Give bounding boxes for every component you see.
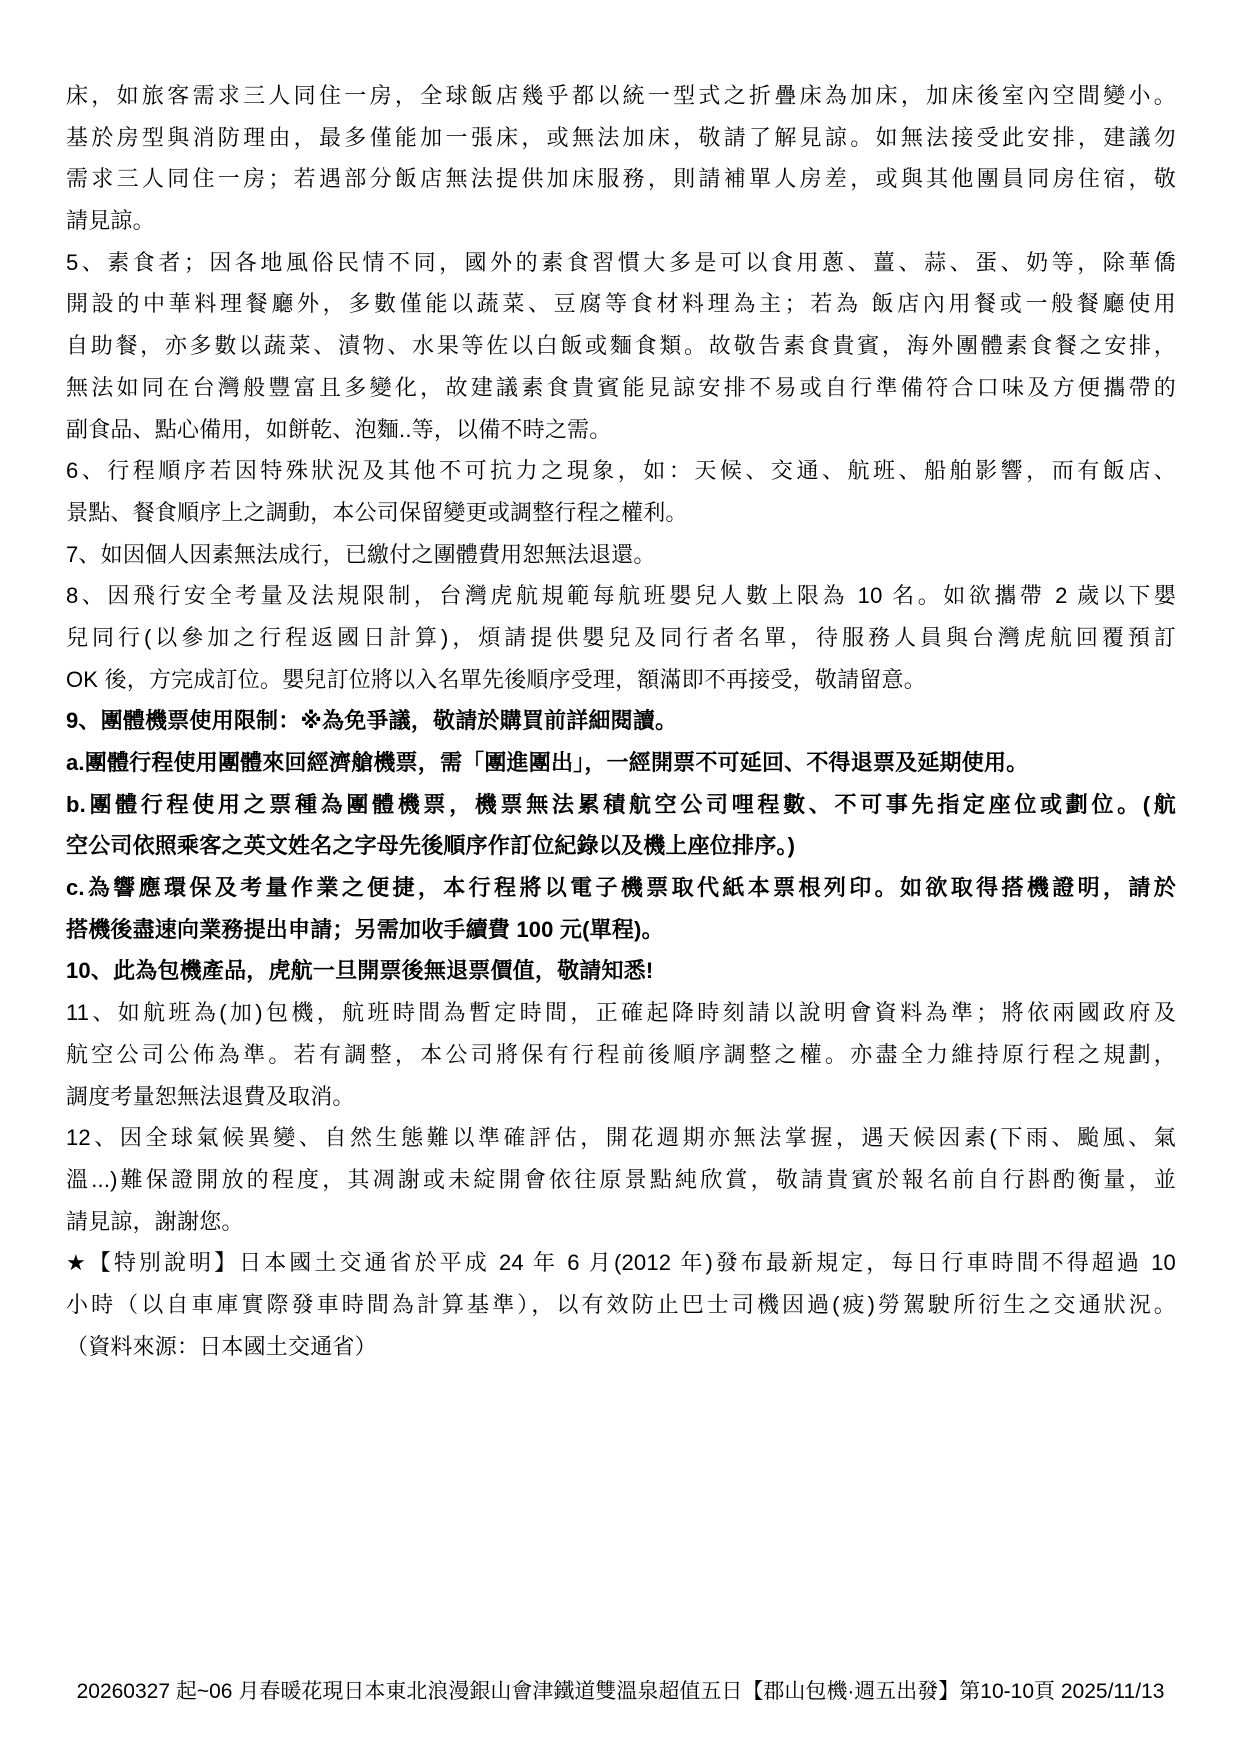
para-9b-ticket-type [66, 784, 1176, 867]
text-line: 12、因全球氣候異變、自然生態難以準確評估，開花週期亦無法掌握，遇天候因素(下雨、颱風、氣 [66, 1125, 1176, 1151]
para-7-no-refund [66, 534, 1176, 576]
text-line: 小時（以自車庫實際發車時間為計算基準），以有效防止巴士司機因過(疲)勞駕駛所衍生之交通狀況。 [66, 1291, 1176, 1317]
para-8-infant-limit [66, 575, 1176, 700]
text-line: OK 後，方完成訂位。嬰兒訂位將以入名單先後順序受理，額滿即不再接受，敬請留意。 [66, 666, 926, 692]
text-line: 請見諒，謝謝您。 [66, 1208, 244, 1234]
para-6-itinerary-order [66, 450, 1176, 533]
text-line: 自助餐，亦多數以蔬菜、漬物、水果等佐以白飯或麵食類。故敬告素食貴賓，海外團體素食餐之安排， [66, 333, 1176, 359]
text-line: c.為響應環保及考量作業之便捷，本行程將以電子機票取代紙本票根列印。如欲取得搭機證明，請於 [66, 875, 1176, 901]
para-12-weather-bloom [66, 1117, 1176, 1242]
para-11-charter-flight-time [66, 992, 1176, 1117]
text-line: 兒同行(以參加之行程返國日計算)，煩請提供嬰兒及同行者名單，待服務人員與台灣虎航回覆預訂 [66, 624, 1176, 650]
text-line: 請見諒。 [66, 208, 155, 234]
page-footer: 20260327 起~06 月春暖花現日本東北浪漫銀山會津鐵道雙溫泉超值五日【郡山包機·週五出發】第10-10頁 2025/11/13 [76, 1680, 1165, 1703]
text-line: 8、因飛行安全考量及法規限制，台灣虎航規範每航班嬰兒人數上限為 10 名。如欲攜帶 2 歲以下嬰 [66, 583, 1176, 609]
text-line: ★【特別說明】日本國土交通省於平成 24 年 6 月(2012 年)發布最新規定，每日行車時間不得超過 10 [66, 1250, 1176, 1276]
text-line: 需求三人同住一房；若遇部分飯店無法提供加床服務，則請補單人房差，或與其他團員同房住宿，敬 [66, 166, 1176, 192]
text-line: 5、素食者；因各地風俗民情不同，國外的素食習慣大多是可以食用蔥、薑、蒜、蛋、奶等，除華僑 [66, 249, 1176, 275]
para-9a-group-ticket [66, 742, 1176, 784]
para-5-vegetarian [66, 242, 1176, 450]
para-9c-e-ticket [66, 867, 1176, 950]
text-line: 調度考量恕無法退費及取消。 [66, 1083, 355, 1109]
text-line: a.團體行程使用團體來回經濟艙機票，需「團進團出」，一經開票不可延回、不得退票及延期使用。 [66, 750, 1029, 775]
text-line: 無法如同在台灣般豐富且多變化，故建議素食貴賓能見諒安排不易或自行準備符合口味及方便攜帶的 [66, 374, 1176, 400]
text-line: 空公司依照乘客之英文姓名之字母先後順序作訂位紀錄以及機上座位排序。) [66, 833, 796, 859]
text-line: 6、行程順序若因特殊狀況及其他不可抗力之現象，如：天候、交通、航班、船舶影響，而有飯店、 [66, 458, 1176, 484]
para-special-note-bus-hours [66, 1242, 1176, 1367]
text-line: 7、如因個人因素無法成行，已繳付之團體費用恕無法退還。 [66, 541, 656, 567]
text-line: 溫...)難保證開放的程度，其凋謝或未綻開會依往原景點純欣賞，敬請貴賓於報名前自行斟酌衡量，並 [66, 1166, 1176, 1192]
text-line: 基於房型與消防理由，最多僅能加一張床，或無法加床，敬請了解見諒。如無法接受此安排，建議勿 [66, 124, 1176, 150]
text-line: 10、此為包機產品，虎航一旦開票後無退票價值，敬請知悉! [66, 958, 654, 984]
document-body [66, 75, 1176, 1367]
text-line: 副食品、點心備用，如餅乾、泡麵..等，以備不時之需。 [66, 416, 612, 442]
text-line: 9、團體機票使用限制：※為免爭議，敬請於購買前詳細閱讀。 [66, 708, 678, 734]
para-extra-bed-note-continued [66, 75, 1176, 242]
para-9-group-ticket-title [66, 700, 1176, 742]
para-10-charter-no-refund [66, 950, 1176, 992]
text-line: 景點、餐食順序上之調動，本公司保留變更或調整行程之權利。 [66, 499, 688, 525]
text-line: 11、如航班為(加)包機，航班時間為暫定時間，正確起降時刻請以說明會資料為準；將依兩國政府及 [66, 1000, 1176, 1026]
text-line: 床，如旅客需求三人同住一房，全球飯店幾乎都以統一型式之折疊床為加床，加床後室內空間變小。 [66, 83, 1176, 108]
text-line: 航空公司公佈為準。若有調整，本公司將保有行程前後順序調整之權。亦盡全力維持原行程之規劃， [66, 1041, 1176, 1067]
text-line: （資料來源：日本國土交通省） [66, 1333, 377, 1359]
text-line: b.團體行程使用之票種為團體機票，機票無法累積航空公司哩程數、不可事先指定座位或劃位。(航 [66, 791, 1176, 817]
text-line: 搭機後盡速向業務提出申請；另需加收手續費 100 元(單程)。 [66, 916, 664, 942]
text-line: 開設的中華料理餐廳外，多數僅能以蔬菜、豆腐等食材料理為主；若為 飯店內用餐或一般餐廳使用 [66, 291, 1176, 317]
